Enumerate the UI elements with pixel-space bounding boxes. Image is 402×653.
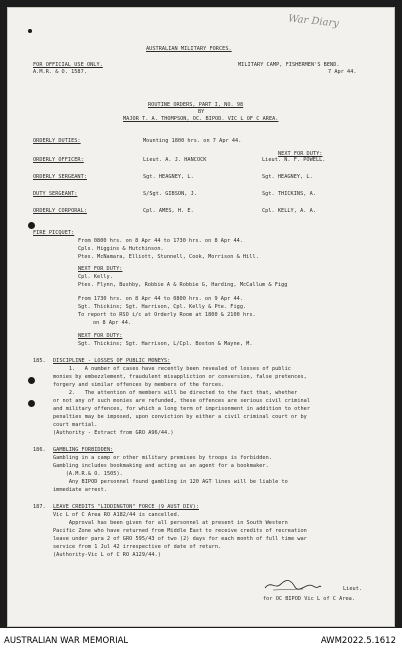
footer-accession-number: AWM2022.5.1612: [320, 636, 396, 646]
order-line: leave under para 2 of GRO 595/43 of two (2) days for each month of full time war: [53, 536, 307, 542]
reference: A.M.R. & O. 1587.: [33, 69, 87, 75]
orderly-duties-text: Mounting 1800 hrs. on 7 Apr 44.: [143, 138, 242, 144]
order-line: court martial.: [53, 422, 98, 428]
fire-line: Cpls. Higgins & Hutchinson.: [78, 246, 164, 252]
fire-line: Ptes. Flynn, Bushby, Robbie A & Robbie G, Harding, McCallum & Figg: [78, 282, 288, 288]
fire-line: on 8 Apr 44.: [93, 320, 132, 326]
fire-line: Ptes. McNamara, Elliott, Stunnell, Cook, Morrison & Hill.: [78, 254, 259, 260]
footer-source: AUSTRALIAN WAR MEMORIAL: [4, 636, 129, 646]
next-for-duty-subheading: NEXT FOR DUTY:: [78, 333, 123, 339]
orderly-duties-label: ORDERLY DUTIES:: [33, 138, 81, 144]
order-line: (Authority-Vic L of C RO A129/44.): [53, 552, 161, 558]
duty-current: Sgt. HEAGNEY, L.: [143, 174, 194, 180]
duty-current: Lieut. A. J. HANCOCK: [143, 157, 207, 163]
fire-line: Sgt. Thickins; Sgt. Harrison, Cpl. Kelly & Pte. Figg.: [78, 304, 247, 310]
next-for-duty-label: NEXT FOR DUTY:: [278, 151, 323, 157]
duty-next: Sgt. HEAGNEY, L.: [262, 174, 313, 180]
document-page: [8, 8, 394, 626]
order-line: Vic L of C Area RO A182/44 is cancelled.: [53, 512, 180, 518]
duty-next: Lieut. N. F. POWELL.: [262, 157, 326, 163]
order-number: 185.: [33, 358, 46, 364]
fire-line: From 1730 hrs. on 8 Apr 44 to 0800 hrs. on 9 Apr 44.: [78, 296, 244, 302]
duty-role: ORDERLY OFFICER:: [33, 157, 84, 163]
order-line: service from 1 Jul 42 irrespective of date of return.: [53, 544, 222, 550]
order-title: LEAVE CREDITS "LIDDINGTON" FORCE (9 AUST DIV):: [53, 504, 199, 510]
next-for-duty-subheading: NEXT FOR DUTY:: [78, 266, 123, 272]
duty-current: Cpl. AMES, H. E.: [143, 208, 194, 214]
signature-scrawl: [263, 578, 323, 592]
punch-hole: [28, 29, 32, 33]
punch-hole: [28, 377, 35, 384]
order-line: penalties may be imposed, upon conviction by either a civil criminal court or by: [53, 414, 307, 420]
duty-role: ORDERLY SERGEANT:: [33, 174, 87, 180]
duty-current: S/Sgt. GIBSON, J.: [143, 191, 197, 197]
orders-heading-by: BY: [198, 109, 205, 115]
order-line: and military offences, for which a long term of imprisonment in addition to other: [53, 406, 311, 412]
punch-hole: [28, 222, 35, 229]
orders-heading: ROUTINE ORDERS, PART I, NO. 98: [148, 102, 244, 108]
signature-block: for OC BIPOD Vic L of C Area.: [263, 596, 356, 602]
order-line: Pacific Zone who have returned from Middle East to receive credits of recreation: [53, 528, 307, 534]
orders-heading-authority: MAJOR T. A. THOMPSON, OC. BIPOD. VIC L OF C AREA.: [123, 116, 279, 122]
footer-bar: [0, 628, 402, 653]
duty-next: Sgt. THICKINS, A.: [262, 191, 316, 197]
order-title: DISCIPLINE - LOSSES OF PUBLIC MONEYS:: [53, 358, 171, 364]
fire-line: Sgt. Thickins; Sgt. Harrison, L/Cpl. Boston & Mayne, M.: [78, 341, 253, 347]
order-line: or not any of such monies are refunded, these offences are serious civil criminal: [53, 398, 311, 404]
order-line: immediate arrest.: [53, 487, 107, 493]
fire-line: From 0800 hrs. on 8 Apr 44 to 1730 hrs. on 8 Apr 44.: [78, 238, 244, 244]
classification: FOR OFFICIAL USE ONLY.: [33, 62, 103, 68]
date: 7 Apr 44.: [328, 69, 357, 75]
order-number: 186.: [33, 447, 46, 453]
org-title: AUSTRALIAN MILITARY FORCES.: [146, 46, 232, 52]
order-line: Approval has been given for all personnel at present in South Western: [53, 520, 288, 526]
fire-line: To report to RSO i/c at Orderly Room at 1800 & 2100 hrs.: [78, 312, 256, 318]
order-line: Any BIPOD personnel found gambling in 120 AGT lines will be liable to: [53, 479, 288, 485]
punch-hole: [28, 400, 35, 407]
fire-picquet-label: FIRE PICQUET:: [33, 230, 75, 236]
signature-rank: Lieut.: [343, 586, 363, 592]
duty-next: Cpl. KELLY, A. A.: [262, 208, 316, 214]
order-line: Gambling includes bookmaking and acting as an agent for a bookmaker.: [53, 463, 269, 469]
location: MILITARY CAMP, FISHERMEN'S BEND.: [238, 62, 340, 68]
duty-role: DUTY SERGEANT:: [33, 191, 78, 197]
order-number: 187.: [33, 504, 46, 510]
order-line: Gambling in a camp or other military premises by troops is forbidden.: [53, 455, 272, 461]
fire-line: Cpl. Kelly.: [78, 274, 113, 280]
order-line: monies by embezzlement, fraudulent misappliction or conversion, false pretences,: [53, 374, 307, 380]
order-line: (Authority - Extract from GRO A96/44.): [53, 430, 174, 436]
order-line: forgery and similar offences by members of the forces.: [53, 382, 225, 388]
duty-role: ORDERLY CORPORAL:: [33, 208, 87, 214]
order-line: 1. A number of cases have recently been revealed of losses of public: [53, 366, 291, 372]
handwritten-note: War Diary: [287, 13, 340, 30]
order-line: (A.M.R.& O. 1505).: [53, 471, 123, 477]
order-title: GAMBLING FORBIDDEN:: [53, 447, 114, 453]
order-line: 2. The attention of members will be directed to the fact that, whether: [53, 390, 298, 396]
